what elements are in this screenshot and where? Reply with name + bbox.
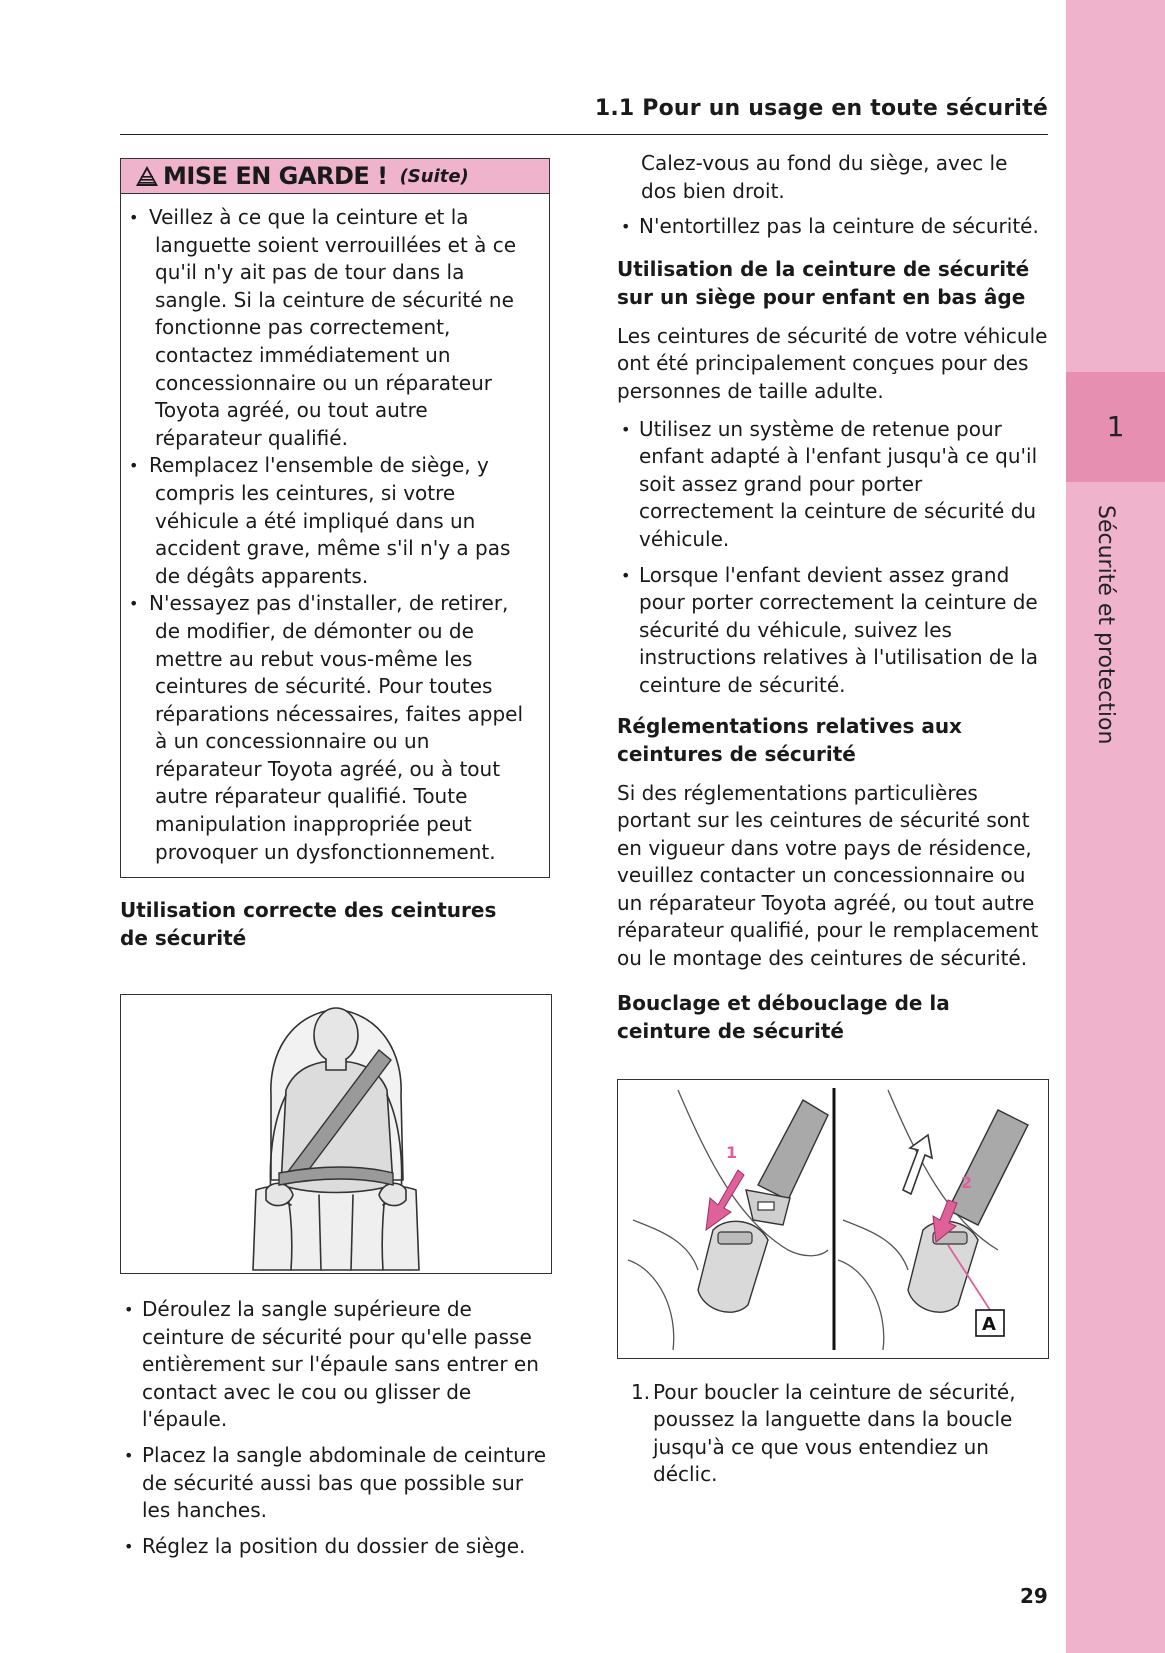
step-2-label: 2 [961,1172,973,1192]
buckle-illustration [618,1080,1047,1357]
warning-suite: (Suite) [399,165,469,187]
warning-header [121,159,549,194]
warning-box [120,158,550,878]
list-item: • N'essayez pas d'installer, de retirer, de modifier, de démonter ou de mettre au rebut vous-même les ceintures de sécurité. Pour toutes réparations nécessaires, faites appel à un concessionnaire ou un réparateur Toyota agréé, ou à tout autre réparateur qualifié. Toute manipulation inappropriée peut provoquer un dysfonctionnement. [127,590,539,866]
step-number: 1. [631,1379,651,1404]
step-text: Pour boucler la ceinture de sécurité, poussez la languette dans la boucle jusqu'à ce que vous entendiez un déclic. [653,1379,1016,1487]
list-item: • Réglez la position du dossier de siège. [120,1533,552,1561]
right-column [617,150,1049,1489]
chapter-title: Sécurité et protection [1093,505,1118,745]
continued-text: Calez-vous au fond du siège, avec le dos bien droit. [641,151,1008,203]
twist-list [617,213,1049,241]
warning-list [121,194,549,866]
child-section-title: Utilisation de la ceinture de sécurité sur un siège pour enfant en bas âge [617,256,1030,309]
step-1-label: 1 [726,1142,738,1162]
correct-use-title: Utilisation correcte des ceintures de sécurité [120,898,497,950]
list-item: • Remplacez l'ensemble de siège, y compris les ceintures, si votre véhicule a été impliqué dans un accident grave, même s'il n'y a pas de dégâts apparents. [127,452,539,590]
seatbelt-person-illustration [121,995,550,1272]
child-section-paragraph: Les ceintures de sécurité de votre véhicule ont été principalement conçues pour des personnes de taille adulte. [617,323,1048,403]
chapter-sidebar [1066,0,1165,1653]
list-item: • Utilisez un système de retenue pour enfant adapté à l'enfant jusqu'à ce qu'il soit assez grand pour porter correctement la ceinture de sécurité du véhicule. [617,416,1049,554]
page-number: 29 [1020,1584,1048,1608]
list-item: • N'entortillez pas la ceinture de sécurité. [617,213,1049,241]
callout-a-label: A [982,1313,996,1335]
list-item: • Déroulez la sangle supérieure de ceinture de sécurité pour qu'elle passe entièrement sur l'épaule sans entrer en contact avec le cou ou glisser de l'épaule. [120,1296,552,1434]
section-title: 1.1 Pour un usage en toute sécurité [594,96,1048,121]
list-item: • Placez la sangle abdominale de ceinture de sécurité aussi bas que possible sur les hanches. [120,1442,552,1525]
page-header [120,94,1048,135]
regs-section-title: Réglementations relatives aux ceintures de sécurité [617,713,962,766]
left-column [120,158,552,1560]
buckle-section-title: Bouclage et débouclage de la ceinture de sécurité [617,990,950,1043]
buckle-figure [617,1079,1049,1359]
warning-triangle-icon [135,165,159,187]
child-section-list [617,416,1049,700]
buckle-step-1 [617,1379,1049,1489]
regs-section-paragraph: Si des réglementations particulières portant sur les ceintures de sécurité sont en vigueur dans votre pays de résidence, veuillez contacter un concessionnaire ou un réparateur Toyota agréé, ou tout autre réparateur qualifié, pour le remplacement ou le montage des ceintures de sécurité. [617,780,1039,971]
correct-use-list [120,1296,552,1560]
list-item: • Veillez à ce que la ceinture et la languette soient verrouillées et à ce qu'il n'y ait pas de tour dans la sangle. Si la ceinture de sécurité ne fonctionne pas correctement, contactez immédiatement un concessionnaire ou un réparateur Toyota agréé, ou tout autre réparateur qualifié. [127,204,539,452]
list-item: • Lorsque l'enfant devient assez grand pour porter correctement la ceinture de sécurité du véhicule, suivez les instructions relatives à l'utilisation de la ceinture de sécurité. [617,562,1049,700]
warning-title: MISE EN GARDE ! [163,162,388,190]
chapter-tab[interactable]: 1 [1066,372,1165,482]
seated-person-figure [120,994,552,1274]
